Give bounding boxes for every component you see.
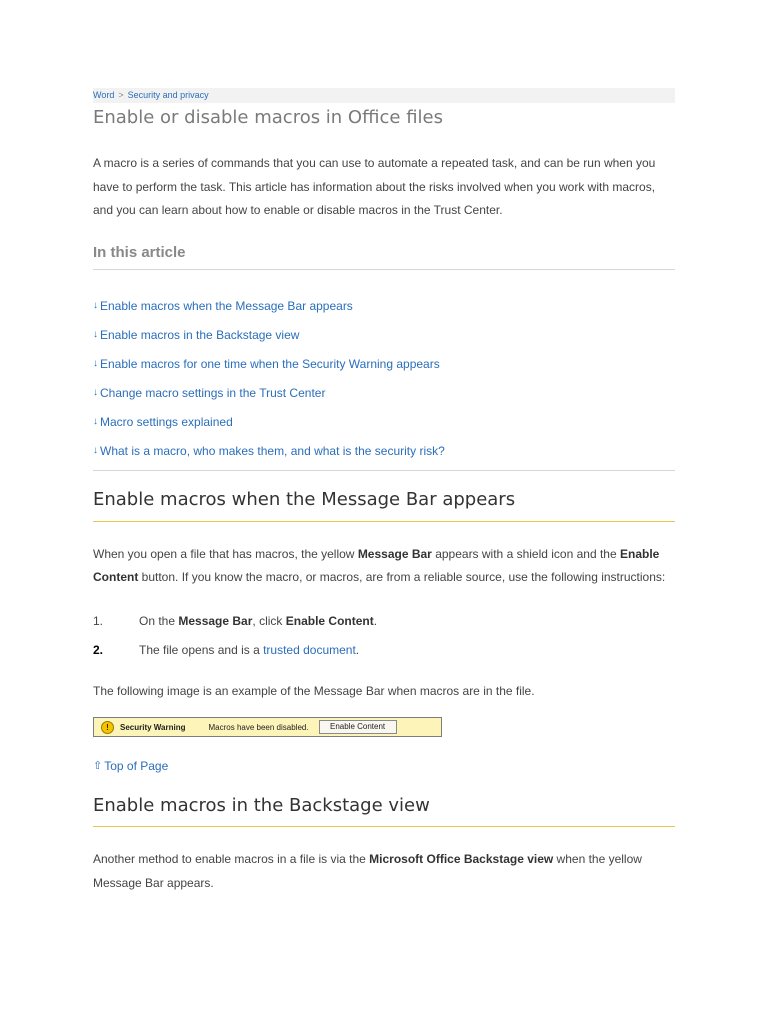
toc-link-trust-center[interactable]: Change macro settings in the Trust Center bbox=[100, 385, 326, 400]
security-warning-label: Security Warning bbox=[120, 722, 186, 732]
top-of-page-icon: ⇧ bbox=[93, 760, 103, 772]
breadcrumb-separator: > bbox=[118, 90, 124, 100]
down-arrow-icon: ↓ bbox=[93, 444, 98, 456]
step-number: 1. bbox=[93, 613, 104, 628]
toc-item bbox=[93, 298, 675, 314]
article-content bbox=[93, 88, 675, 895]
toc-list bbox=[93, 298, 675, 459]
intro-paragraph: A macro is a series of commands that you can use to automate a repeated task, and can be run when you have to perform the task. This article has information about the risks involved when you work with macros, and you can learn about how to enable or disable macros in the Trust Center. bbox=[93, 156, 656, 217]
message-bar-paragraph: When you open a file that has macros, the yellow Message Bar appears with a shield icon and the Enable Content button. If you know the macro, or macros, are from a reliable source, use the following instructions: bbox=[93, 546, 666, 584]
message-bar-example bbox=[93, 717, 442, 737]
enable-content-button: Enable Content bbox=[319, 720, 397, 734]
divider bbox=[93, 269, 675, 270]
trusted-document-link[interactable]: trusted document bbox=[263, 642, 356, 657]
backstage-paragraph: Another method to enable macros in a file is via the Microsoft Office Backstage view when the yellow Message Bar appears. bbox=[93, 852, 642, 890]
toc-item bbox=[93, 385, 675, 401]
down-arrow-icon: ↓ bbox=[93, 328, 98, 340]
toc-item bbox=[93, 327, 675, 343]
toc-item bbox=[93, 414, 675, 430]
section-divider bbox=[93, 826, 675, 827]
step-number: 2. bbox=[93, 642, 104, 657]
shield-icon: ! bbox=[101, 721, 114, 734]
divider bbox=[93, 470, 675, 471]
macros-disabled-text: Macros have been disabled. bbox=[208, 722, 309, 732]
down-arrow-icon: ↓ bbox=[93, 357, 98, 369]
breadcrumb-security-link[interactable]: Security and privacy bbox=[127, 90, 209, 100]
section-heading-message-bar: Enable macros when the Message Bar appears bbox=[93, 488, 516, 510]
page-title: Enable or disable macros in Office files bbox=[93, 107, 443, 128]
steps-list bbox=[93, 613, 675, 658]
step-2: 2. The file opens and is a trusted document. bbox=[93, 642, 360, 657]
top-of-page-link[interactable]: Top of Page bbox=[104, 759, 169, 773]
toc-link-message-bar[interactable]: Enable macros when the Message Bar appears bbox=[100, 298, 353, 313]
toc-item bbox=[93, 443, 675, 459]
in-this-article-heading: In this article bbox=[93, 243, 186, 261]
toc-link-one-time[interactable]: Enable macros for one time when the Security Warning appears bbox=[100, 356, 440, 371]
toc-item bbox=[93, 356, 675, 372]
section-heading-backstage: Enable macros in the Backstage view bbox=[93, 795, 430, 816]
toc-link-what-is-macro[interactable]: What is a macro, who makes them, and what is the security risk? bbox=[100, 443, 445, 458]
top-of-page bbox=[93, 758, 675, 774]
down-arrow-icon: ↓ bbox=[93, 299, 98, 311]
breadcrumb-word-link[interactable]: Word bbox=[93, 90, 115, 100]
down-arrow-icon: ↓ bbox=[93, 386, 98, 398]
step-1: 1. On the Message Bar, click Enable Content. bbox=[93, 613, 378, 628]
down-arrow-icon: ↓ bbox=[93, 415, 98, 427]
image-caption: The following image is an example of the Message Bar when macros are in the file. bbox=[93, 683, 535, 698]
breadcrumb bbox=[93, 88, 675, 103]
toc-link-backstage[interactable]: Enable macros in the Backstage view bbox=[100, 327, 300, 342]
section-divider bbox=[93, 521, 675, 522]
toc-link-settings-explained[interactable]: Macro settings explained bbox=[100, 414, 233, 429]
